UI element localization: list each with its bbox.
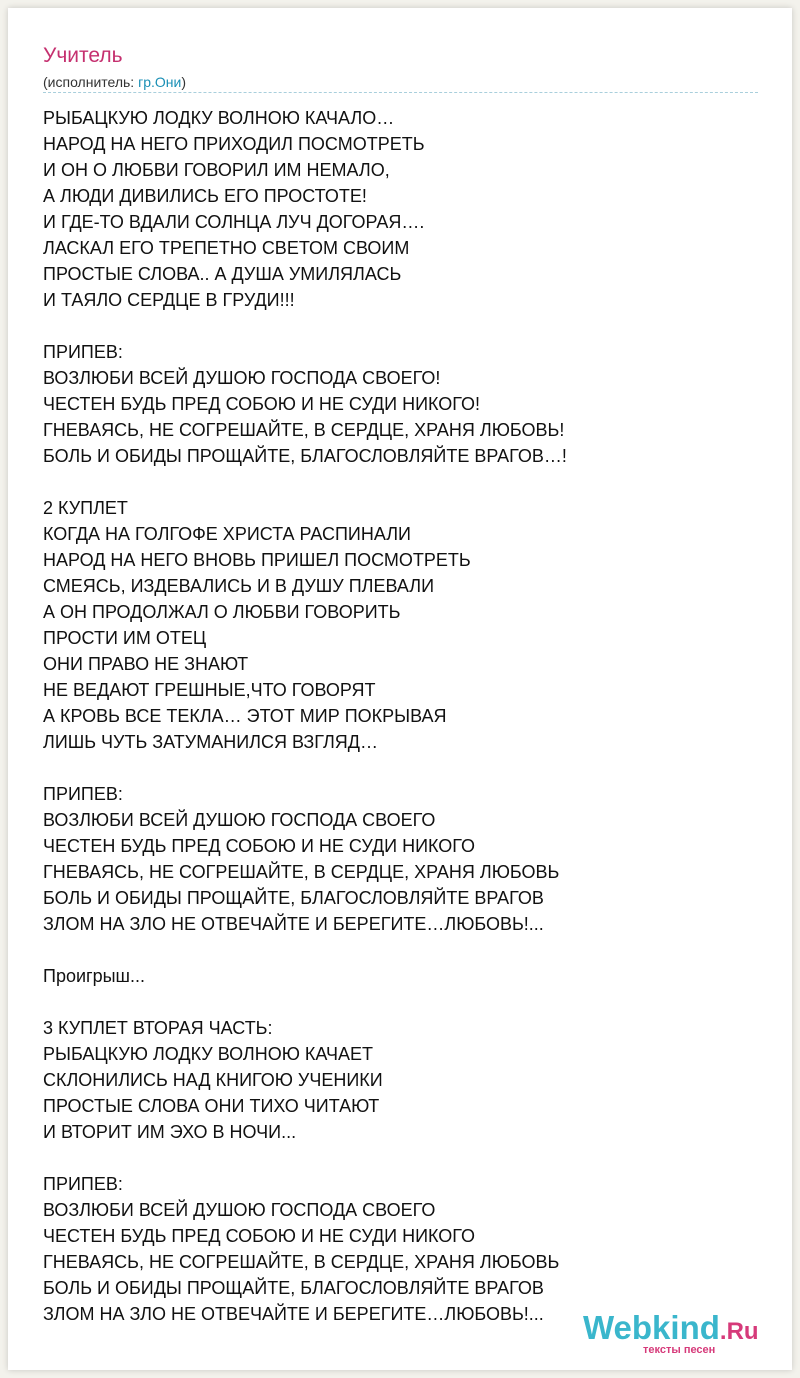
- song-title: Учитель: [43, 44, 123, 67]
- artist-suffix: ): [181, 74, 186, 90]
- lyrics-line: Проигрыш...: [43, 966, 145, 986]
- lyrics-line: РЫБАЦКУЮ ЛОДКУ ВОЛНОЮ КАЧАЕТ: [43, 1044, 374, 1064]
- lyrics-card: [8, 8, 792, 1370]
- lyrics-line: ПРИПЕВ:: [43, 1174, 123, 1194]
- lyrics-line: ГНЕВАЯСЬ, НЕ СОГРЕШАЙТЕ, В СЕРДЦЕ, ХРАНЯ ЛЮБОВЬ: [43, 1252, 560, 1272]
- lyrics-line: ЗЛОМ НА ЗЛО НЕ ОТВЕЧАЙТЕ И БЕРЕГИТЕ…ЛЮБОВЬ!...: [43, 1304, 544, 1324]
- lyrics-line: ПРОСТЫЕ СЛОВА ОНИ ТИХО ЧИТАЮТ: [43, 1096, 380, 1116]
- lyrics-line: НАРОД НА НЕГО ПРИХОДИЛ ПОСМОТРЕТЬ: [43, 134, 425, 154]
- title-divider: [43, 92, 758, 93]
- webkind-logo: [583, 1310, 783, 1362]
- lyrics-line: БОЛЬ И ОБИДЫ ПРОЩАЙТЕ, БЛАГОСЛОВЛЯЙТЕ ВРАГОВ: [43, 1278, 544, 1298]
- lyrics-line: И ТАЯЛО СЕРДЦЕ В ГРУДИ!!!: [43, 290, 295, 310]
- lyrics-line: И ВТОРИТ ИМ ЭХО В НОЧИ...: [43, 1122, 297, 1142]
- artist-link[interactable]: гр.Они: [138, 74, 182, 90]
- lyrics-blank-line: [43, 989, 763, 1015]
- logo-tld: .Ru: [719, 1318, 759, 1345]
- artist-info: [43, 73, 186, 91]
- lyrics-line: И ОН О ЛЮБВИ ГОВОРИЛ ИМ НЕМАЛО,: [43, 160, 390, 180]
- lyrics-line: ГНЕВАЯСЬ, НЕ СОГРЕШАЙТЕ, В СЕРДЦЕ, ХРАНЯ ЛЮБОВЬ!: [43, 420, 565, 440]
- artist-prefix: (исполнитель:: [43, 74, 139, 90]
- lyrics-line: НАРОД НА НЕГО ВНОВЬ ПРИШЕЛ ПОСМОТРЕТЬ: [43, 550, 471, 570]
- lyrics-line: БОЛЬ И ОБИДЫ ПРОЩАЙТЕ, БЛАГОСЛОВЛЯЙТЕ ВРАГОВ…!: [43, 446, 567, 466]
- lyrics-line: КОГДА НА ГОЛГОФЕ ХРИСТА РАСПИНАЛИ: [43, 524, 411, 544]
- lyrics-line: ВОЗЛЮБИ ВСЕЙ ДУШОЮ ГОСПОДА СВОЕГО: [43, 810, 436, 830]
- lyrics-line: ЛИШЬ ЧУТЬ ЗАТУМАНИЛСЯ ВЗГЛЯД…: [43, 732, 378, 752]
- lyrics-line: ПРОСТЫЕ СЛОВА.. А ДУША УМИЛЯЛАСЬ: [43, 264, 402, 284]
- lyrics-line: ЧЕСТЕН БУДЬ ПРЕД СОБОЮ И НЕ СУДИ НИКОГО!: [43, 394, 481, 414]
- lyrics-line: СКЛОНИЛИСЬ НАД КНИГОЮ УЧЕНИКИ: [43, 1070, 383, 1090]
- lyrics-line: ПРОСТИ ИМ ОТЕЦ: [43, 628, 207, 648]
- lyrics-line: 2 КУПЛЕТ: [43, 498, 128, 518]
- lyrics-line: ЧЕСТЕН БУДЬ ПРЕД СОБОЮ И НЕ СУДИ НИКОГО: [43, 836, 476, 856]
- lyrics-line: ГНЕВАЯСЬ, НЕ СОГРЕШАЙТЕ, В СЕРДЦЕ, ХРАНЯ ЛЮБОВЬ: [43, 862, 560, 882]
- lyrics-blank-line: [43, 937, 763, 963]
- lyrics-line: А ОН ПРОДОЛЖАЛ О ЛЮБВИ ГОВОРИТЬ: [43, 602, 401, 622]
- lyrics-line: РЫБАЦКУЮ ЛОДКУ ВОЛНОЮ КАЧАЛО…: [43, 108, 395, 128]
- lyrics-line: ЧЕСТЕН БУДЬ ПРЕД СОБОЮ И НЕ СУДИ НИКОГО: [43, 1226, 476, 1246]
- lyrics-blank-line: [43, 1145, 763, 1171]
- lyrics-line: ПРИПЕВ:: [43, 784, 123, 804]
- lyrics-line: А КРОВЬ ВСЕ ТЕКЛА… ЭТОТ МИР ПОКРЫВАЯ: [43, 706, 447, 726]
- lyrics-line: БОЛЬ И ОБИДЫ ПРОЩАЙТЕ, БЛАГОСЛОВЛЯЙТЕ ВРАГОВ: [43, 888, 544, 908]
- lyrics-line: И ГДЕ-ТО ВДАЛИ СОЛНЦА ЛУЧ ДОГОРАЯ….: [43, 212, 425, 232]
- lyrics-line: ОНИ ПРАВО НЕ ЗНАЮТ: [43, 654, 249, 674]
- lyrics-line: ЛАСКАЛ ЕГО ТРЕПЕТНО СВЕТОМ СВОИМ: [43, 238, 410, 258]
- lyrics-line: ВОЗЛЮБИ ВСЕЙ ДУШОЮ ГОСПОДА СВОЕГО: [43, 1200, 436, 1220]
- lyrics-line: НЕ ВЕДАЮТ ГРЕШНЫЕ,ЧТО ГОВОРЯТ: [43, 680, 376, 700]
- lyrics-blank-line: [43, 469, 763, 495]
- logo-tagline: тексты песен: [643, 1344, 716, 1356]
- lyrics-line: 3 КУПЛЕТ ВТОРАЯ ЧАСТЬ:: [43, 1018, 273, 1038]
- lyrics-line: ПРИПЕВ:: [43, 342, 123, 362]
- lyrics-line: ВОЗЛЮБИ ВСЕЙ ДУШОЮ ГОСПОДА СВОЕГО!: [43, 368, 441, 388]
- lyrics-blank-line: [43, 313, 763, 339]
- lyrics-text: [43, 105, 763, 1327]
- logo-name: Webkind: [583, 1309, 720, 1346]
- lyrics-line: А ЛЮДИ ДИВИЛИСЬ ЕГО ПРОСТОТЕ!: [43, 186, 367, 206]
- lyrics-blank-line: [43, 755, 763, 781]
- lyrics-line: СМЕЯСЬ, ИЗДЕВАЛИСЬ И В ДУШУ ПЛЕВАЛИ: [43, 576, 435, 596]
- lyrics-line: ЗЛОМ НА ЗЛО НЕ ОТВЕЧАЙТЕ И БЕРЕГИТЕ…ЛЮБОВЬ!...: [43, 914, 544, 934]
